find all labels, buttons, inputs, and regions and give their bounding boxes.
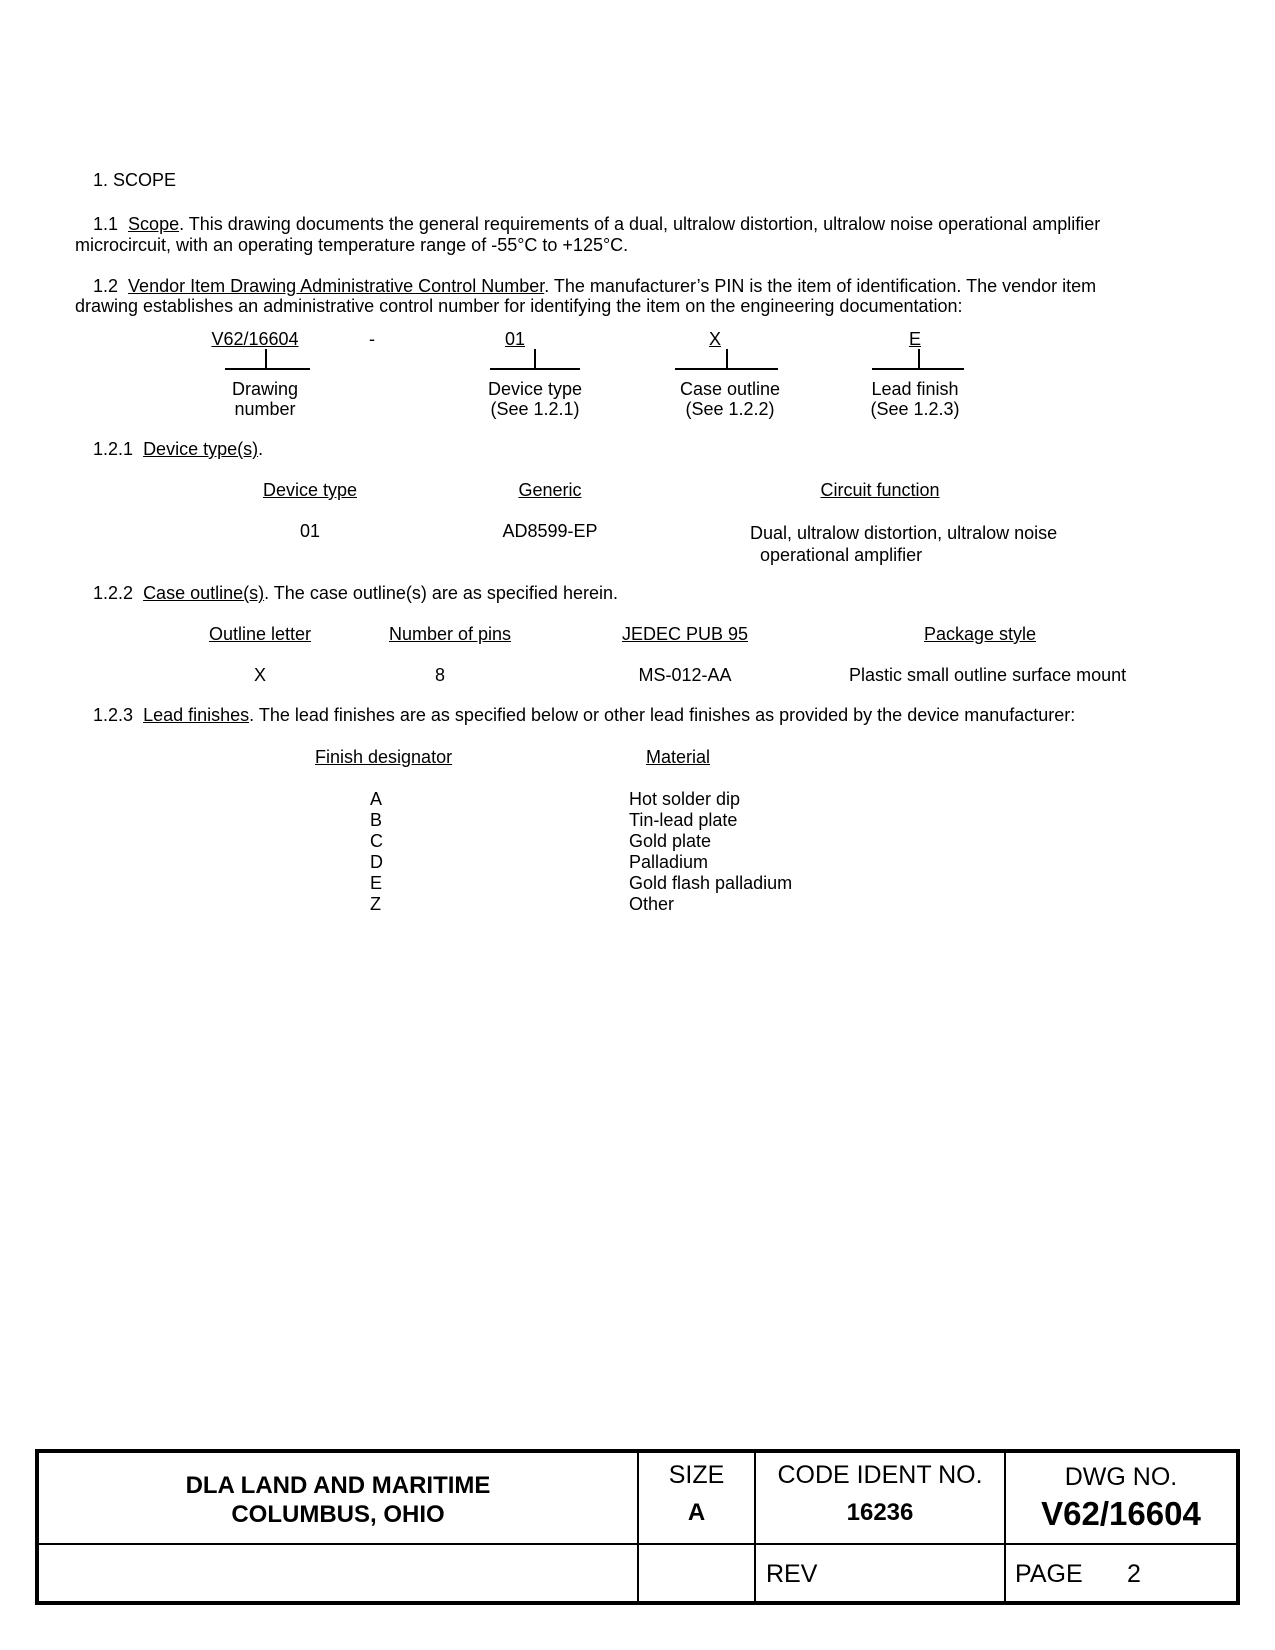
paragraph-text: . This drawing documents the general requirements of a dual, ultralow distortion, ultralow noise operational amplifier — [179, 214, 1101, 234]
section-1-2-2-heading: 1.2.2 Case outline(s). The case outline(s) are as specified herein. — [93, 583, 618, 603]
pin-lead-finish: E — [908, 329, 921, 349]
organization: DLA LAND AND MARITIME COLUMBUS, OHIO — [185, 1472, 491, 1528]
size-value: A — [687, 1499, 706, 1526]
pin-dash: - — [369, 329, 375, 349]
pin-case-outline: X — [708, 329, 721, 349]
section-number: 1.2.1 — [93, 439, 134, 459]
list-item: Palladium — [629, 852, 709, 872]
pin-drawing-number: V62/16604 — [211, 329, 299, 349]
list-item: Gold flash palladium — [629, 873, 793, 893]
paragraph-text: . The manufacturer’s PIN is the item of identification. The vendor item — [544, 276, 1097, 296]
section-number: 1.2.3 — [93, 705, 134, 725]
section-label: Lead finishes — [143, 705, 250, 725]
section-heading: 1. SCOPE — [93, 170, 177, 190]
code-ident-value: 16236 — [846, 1499, 914, 1526]
connector — [265, 349, 267, 370]
title-block — [35, 1449, 1240, 1605]
paragraph-text: microcircuit, with an operating temperature range of -55°C to +125°C. — [75, 235, 629, 255]
paragraph-text: drawing establishes an administrative control number for identifying the item on the engineering documentation: — [75, 296, 963, 316]
list-item: E — [370, 873, 383, 893]
pin-device-type: 01 — [504, 329, 526, 349]
connector — [675, 368, 778, 370]
table-header: Finish designator — [315, 747, 453, 767]
list-item: C — [370, 831, 383, 851]
table-cell: 8 — [434, 665, 445, 685]
section-label: Device type(s) — [143, 439, 259, 459]
dwg-no-value: V62/16604 — [1041, 1495, 1201, 1532]
table-cell: Dual, ultralow distortion, ultralow noise operational amplifier — [750, 523, 1058, 565]
table-header: Generic — [518, 480, 582, 500]
table-cell: AD8599-EP — [502, 521, 598, 541]
list-item: Tin-lead plate — [629, 810, 738, 830]
section-1-2-3-heading: 1.2.3 Lead finishes. The lead finishes are as specified below or other lead finishes as provided by the device manufacturer: — [93, 705, 1076, 725]
section-label: Case outline(s) — [143, 583, 265, 603]
connector — [490, 368, 580, 370]
table-header: Number of pins — [388, 624, 512, 644]
table-header: Package style — [923, 624, 1037, 644]
section-1-2-1-heading: 1.2.1 Device type(s). — [93, 439, 264, 459]
connector — [534, 349, 536, 370]
list-item: Z — [370, 894, 381, 914]
page-label: PAGE — [1015, 1560, 1083, 1588]
list-item: B — [370, 810, 383, 830]
size-label: SIZE — [668, 1461, 725, 1489]
connector — [726, 349, 728, 370]
pin-case-label: Case outline (See 1.2.2) — [679, 379, 781, 419]
paragraph-1-2 — [75, 276, 1165, 316]
table-cell: 01 — [299, 521, 321, 541]
table-cell: Plastic small outline surface mount — [849, 665, 1127, 685]
table-header: Material — [646, 747, 711, 767]
list-item: D — [370, 852, 383, 872]
section-number: 1.1 — [93, 214, 119, 234]
table-header: Circuit function — [820, 480, 940, 500]
table-cell: MS-012-AA — [638, 665, 732, 685]
pin-drawing-label: Drawing number — [231, 379, 299, 419]
section-label: Scope — [128, 214, 180, 234]
code-ident-label: CODE IDENT NO. — [777, 1461, 983, 1489]
paragraph-1-1 — [75, 214, 1165, 256]
dwg-no-label: DWG NO. — [1064, 1463, 1178, 1491]
table-header: Device type — [262, 480, 358, 500]
connector — [918, 349, 920, 370]
section-label: Vendor Item Drawing Administrative Control Number — [128, 276, 545, 296]
table-header: JEDEC PUB 95 — [621, 624, 749, 644]
material-column — [629, 789, 792, 915]
pin-device-label: Device type (See 1.2.1) — [487, 379, 583, 419]
table-cell: X — [253, 665, 266, 685]
connector — [225, 368, 310, 370]
list-item: A — [370, 789, 383, 809]
section-number: 1.2.2 — [93, 583, 134, 603]
page-number: 2 — [1127, 1560, 1141, 1588]
list-item: Gold plate — [629, 831, 712, 851]
list-item: Hot solder dip — [629, 789, 741, 809]
list-item: Other — [629, 894, 675, 914]
table-header: Outline letter — [208, 624, 312, 644]
connector — [872, 368, 964, 370]
pin-lead-label: Lead finish (See 1.2.3) — [870, 379, 960, 419]
designator-column — [370, 789, 383, 915]
section-number: 1.2 — [93, 276, 119, 296]
rev-label: REV — [766, 1560, 818, 1588]
